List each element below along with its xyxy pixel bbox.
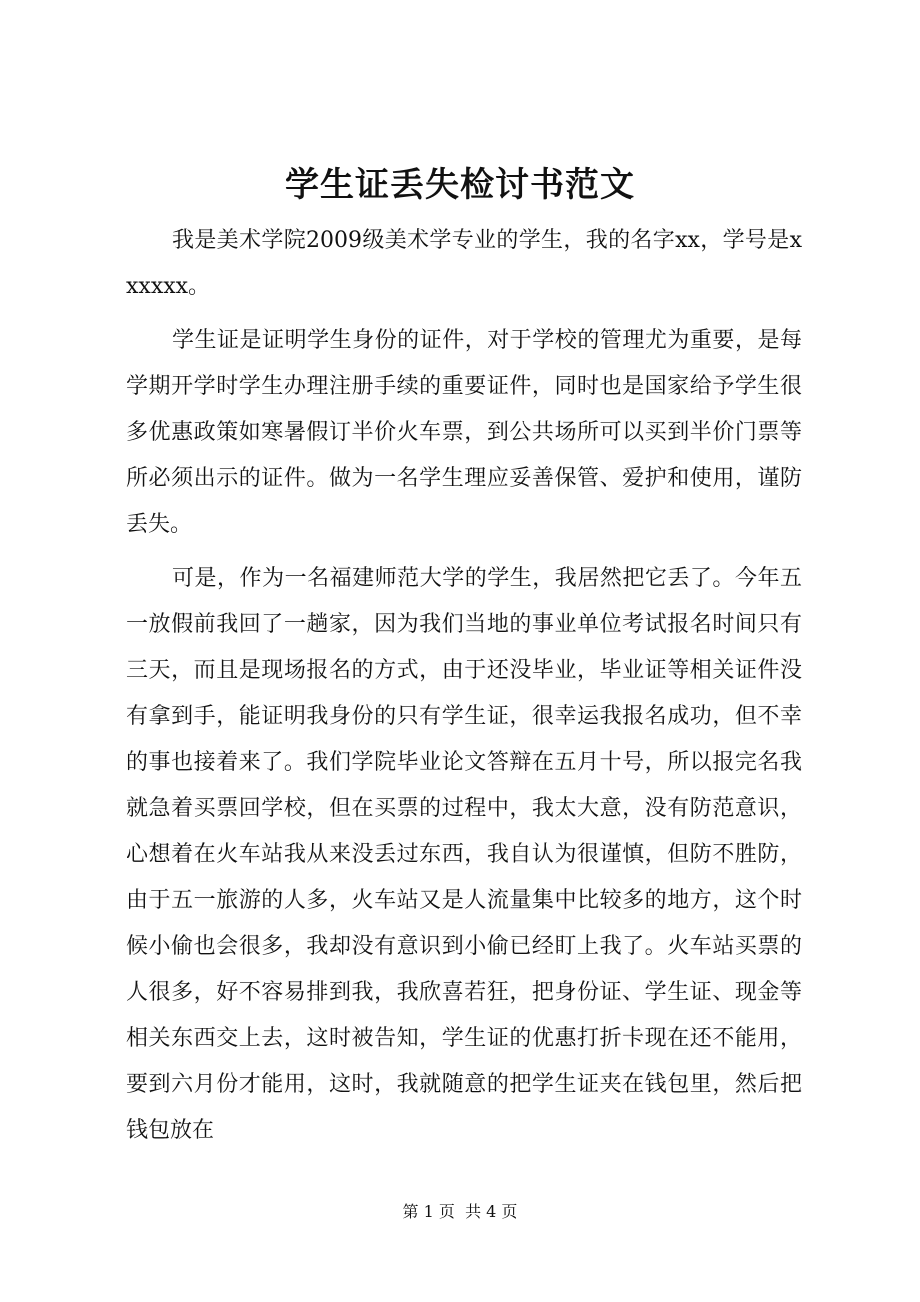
- document-title: 学生证丢失检讨书范文: [285, 165, 635, 205]
- paragraph-3: 可是，作为一名福建师范大学的学生，我居然把它丢了。今年五一放假前我回了一趟家，因为我们当地的事业单位考试报名时间只有三天，而且是现场报名的方式，由于还没毕业，毕业证等相关证件没有拿到手，能证明我身份的只有学生证，很幸运我报名成功，但不幸的事也接着来了。我们学院毕业论文答辩在五月十号，所以报完名我就急着买票回学校，但在买票的过程中，我太大意，没有防范意识，心想着在火车站我从来没丢过东西，我自认为很谨慎，但防不胜防，由于五一旅游的人多，火车站又是人流量集中比较多的地方，这个时候小偷也会很多，我却没有意识到小偷已经盯上我了。火车站买票的人很多，好不容易排到我，我欣喜若狂，把身份证、学生证、现金等相关东西交上去，这时被告知，学生证的优惠打折卡现在还不能用，要到六月份才能用，这时，我就随意的把学生证夹在钱包里，然后把钱包放在: [126, 566, 802, 1143]
- document-body: [126, 218, 802, 1162]
- paragraph-1: 我是美术学院2009级美术学专业的学生，我的名字xx，学号是xxxxxx。: [126, 228, 802, 299]
- paragraph-2: 学生证是证明学生身份的证件，对于学校的管理尤为重要，是每学期开学时学生办理注册手续的重要证件，同时也是国家给予学生很多优惠政策如寒暑假订半价火车票，到公共场所可以买到半价门票等所必须出示的证件。做为一名学生理应妥善保管、爱护和使用，谨防丢失。: [126, 328, 802, 537]
- page-number-label: 第 1 页 共 4 页: [402, 1202, 518, 1221]
- page-footer: [0, 1200, 920, 1224]
